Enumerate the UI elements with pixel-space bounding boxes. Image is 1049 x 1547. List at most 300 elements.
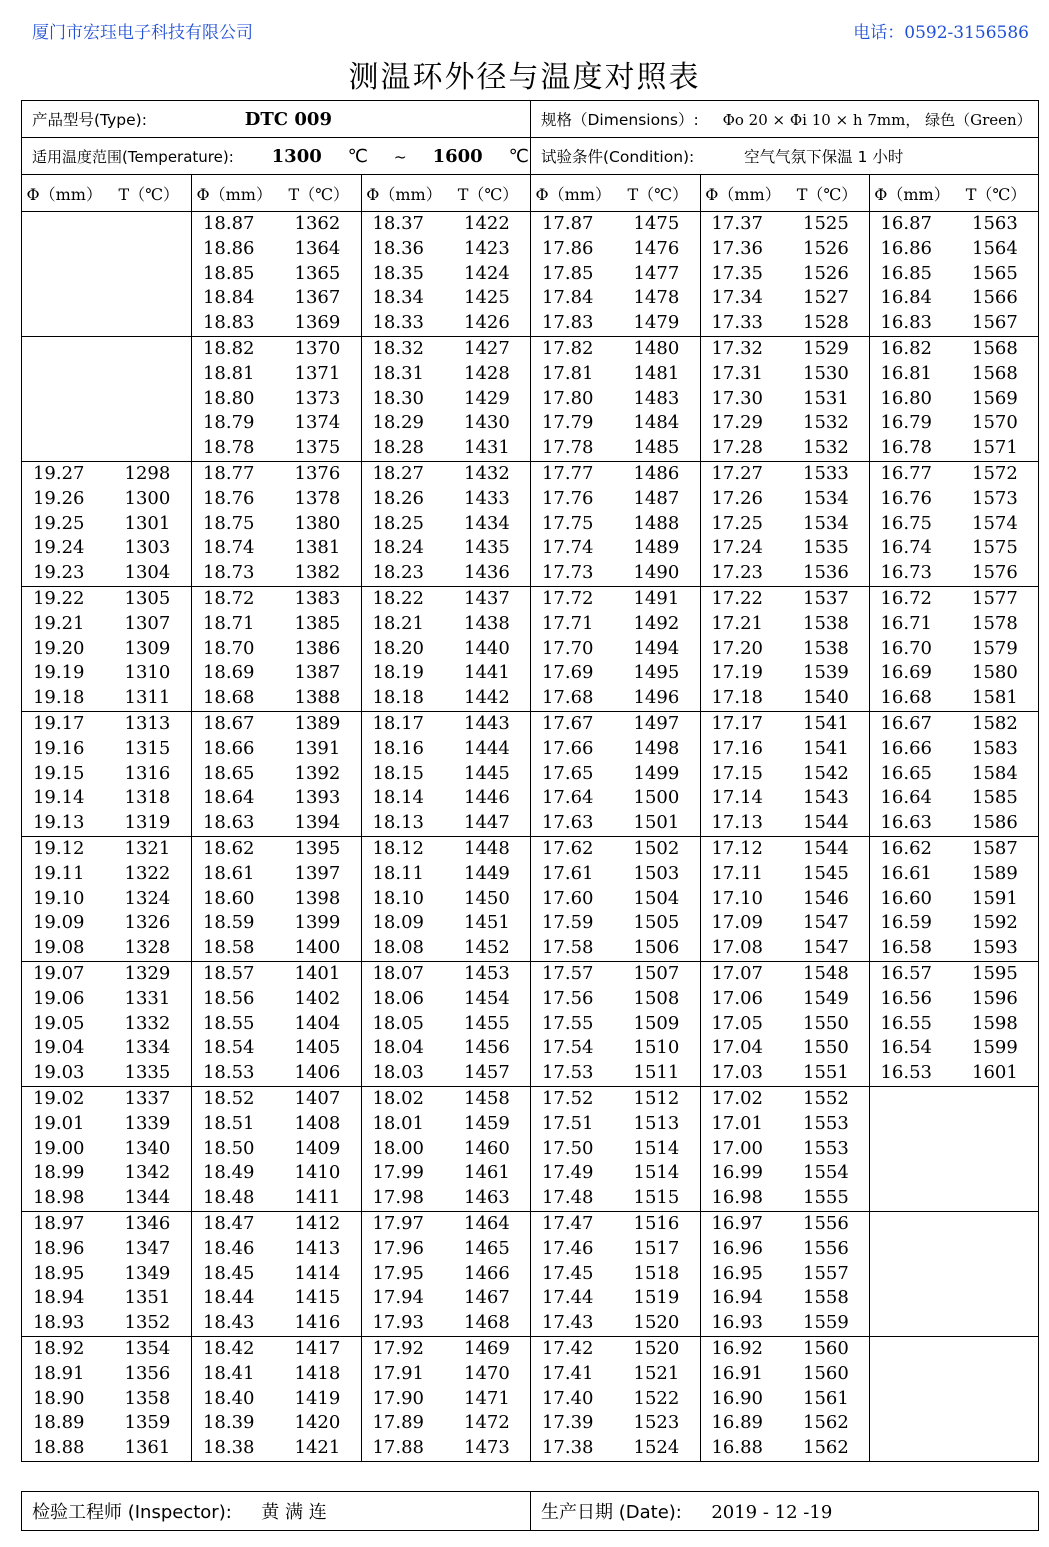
table-row <box>192 686 361 711</box>
diameter-value: 17.71 <box>541 612 594 634</box>
diameter-value: 16.93 <box>711 1312 763 1334</box>
table-row <box>531 311 700 336</box>
diameter-header: Φ（mm） <box>874 184 950 204</box>
diameter-value: 16.76 <box>880 487 932 509</box>
table-row <box>870 1036 1038 1061</box>
table-row <box>362 811 530 836</box>
diameter-value: 17.11 <box>711 862 763 884</box>
temperature-value: 1444 <box>464 737 510 759</box>
table-row <box>531 1262 700 1287</box>
temperature-value: 1423 <box>464 237 510 259</box>
table-row <box>531 1212 700 1237</box>
temperature-value: 1553 <box>803 1112 849 1134</box>
diameter-value: 19.15 <box>32 762 85 784</box>
diameter-value: 18.16 <box>372 737 424 759</box>
temperature-value: 1310 <box>124 662 171 684</box>
table-row <box>362 212 530 237</box>
diameter-value: 16.68 <box>880 687 932 709</box>
temperature-value: 1538 <box>803 637 849 659</box>
temperature-value: 1504 <box>633 887 680 909</box>
diameter-value: 17.84 <box>541 287 594 309</box>
temperature-header: T（℃） <box>288 184 350 204</box>
temperature-value: 1365 <box>294 262 341 284</box>
table-row <box>531 1036 700 1061</box>
temperature-value: 1506 <box>633 937 680 959</box>
table-row <box>701 911 869 936</box>
diameter-value: 18.45 <box>202 1262 255 1284</box>
temperature-value: 1358 <box>124 1387 171 1409</box>
temperature-value: 1298 <box>124 463 171 484</box>
diameter-value: 18.22 <box>372 588 424 609</box>
table-cell <box>22 837 192 962</box>
table-row <box>192 436 361 461</box>
diameter-value: 17.15 <box>711 762 763 784</box>
table-row <box>22 1237 191 1262</box>
table-row <box>192 712 361 737</box>
table-row <box>362 936 530 961</box>
table-row <box>22 686 191 711</box>
temperature-value: 1520 <box>633 1312 680 1334</box>
temperature-value: 1411 <box>294 1187 341 1209</box>
temperature-value: 1326 <box>124 912 171 934</box>
diameter-value: 17.13 <box>711 812 763 834</box>
temperature-value: 1436 <box>464 562 510 584</box>
table-row <box>362 1262 530 1287</box>
table-cell <box>192 1337 362 1462</box>
table-row <box>531 1137 700 1162</box>
column-header <box>362 175 531 212</box>
table-row <box>362 337 530 362</box>
diameter-value: 18.05 <box>372 1012 424 1034</box>
diameter-value: 18.80 <box>202 387 255 409</box>
table-row <box>870 237 1038 262</box>
diameter-value: 16.83 <box>880 312 932 334</box>
diameter-value: 17.64 <box>541 787 594 809</box>
temperature-value: 1415 <box>294 1287 341 1309</box>
table-row <box>22 487 191 512</box>
diameter-value: 17.57 <box>541 963 594 984</box>
temperature-value: 1346 <box>124 1213 171 1234</box>
diameter-value: 17.50 <box>541 1137 594 1159</box>
diameter-value: 18.42 <box>202 1338 255 1359</box>
diameter-value: 18.48 <box>202 1187 255 1209</box>
table-cell <box>870 212 1039 337</box>
table-row <box>870 1012 1038 1037</box>
table-cell <box>22 587 192 712</box>
table-row <box>192 1212 361 1237</box>
table-cell <box>531 1087 701 1212</box>
temperature-value: 1516 <box>633 1213 680 1234</box>
diameter-header: Φ（mm） <box>366 184 442 204</box>
table-cell <box>362 1337 531 1462</box>
temperature-value: 1480 <box>633 338 680 359</box>
table-row <box>531 1237 700 1262</box>
diameter-value: 18.14 <box>372 787 424 809</box>
table-cell <box>701 1087 870 1212</box>
table-row <box>870 311 1038 336</box>
diameter-value: 16.78 <box>880 437 932 459</box>
table-row <box>362 487 530 512</box>
diameter-value: 18.50 <box>202 1137 255 1159</box>
table-row <box>870 911 1038 936</box>
table-row <box>701 762 869 787</box>
temperature-value: 1408 <box>294 1112 341 1134</box>
table-row <box>192 286 361 311</box>
table-row <box>531 1061 700 1086</box>
table-row <box>192 737 361 762</box>
table-row <box>192 1286 361 1311</box>
diameter-value: 18.75 <box>202 512 255 534</box>
diameter-value: 16.62 <box>880 838 932 859</box>
diameter-value: 17.43 <box>541 1312 594 1334</box>
diameter-value: 19.23 <box>32 562 85 584</box>
temperature-tilde: ~ <box>393 147 407 166</box>
table-row <box>701 1087 869 1112</box>
condition-cell <box>531 138 1039 175</box>
table-row <box>362 762 530 787</box>
diameter-value: 18.83 <box>202 312 255 334</box>
table-row <box>22 536 191 561</box>
temperature-value: 1431 <box>464 437 510 459</box>
table-row <box>701 337 869 362</box>
diameter-value: 17.72 <box>541 588 594 609</box>
temperature-value: 1520 <box>633 1338 680 1359</box>
temperature-value: 1311 <box>124 687 171 709</box>
diameter-value: 17.00 <box>711 1137 763 1159</box>
temperature-value: 1527 <box>803 287 849 309</box>
table-row <box>870 512 1038 537</box>
table-row <box>701 612 869 637</box>
diameter-value: 17.42 <box>541 1338 594 1359</box>
temperature-value: 1394 <box>294 812 341 834</box>
table-row <box>701 1237 869 1262</box>
table-cell <box>362 837 531 962</box>
diameter-value: 17.85 <box>541 262 594 284</box>
phone-number: 电话：0592-3156586 <box>853 23 1029 43</box>
temperature-value: 1434 <box>464 512 510 534</box>
table-row <box>362 786 530 811</box>
table-row <box>531 362 700 387</box>
temperature-value: 1562 <box>803 1412 849 1434</box>
temperature-value: 1544 <box>803 812 849 834</box>
temperature-value: 1321 <box>124 838 171 859</box>
table-row <box>362 587 530 612</box>
temperature-value: 1347 <box>124 1237 171 1259</box>
temperature-value: 1485 <box>633 437 680 459</box>
diameter-value: 18.47 <box>202 1213 255 1234</box>
table-row <box>192 811 361 836</box>
temperature-value: 1421 <box>294 1437 341 1459</box>
diameter-value: 18.29 <box>372 412 424 434</box>
diameter-value: 18.35 <box>372 262 424 284</box>
table-row <box>531 1436 700 1461</box>
temperature-value: 1582 <box>972 713 1018 734</box>
diameter-value: 16.89 <box>711 1412 763 1434</box>
temperature-value: 1382 <box>294 562 341 584</box>
temperature-header: T（℃） <box>965 184 1027 204</box>
table-row <box>192 587 361 612</box>
temperature-value: 1555 <box>803 1187 849 1209</box>
table-row <box>362 311 530 336</box>
diameter-value: 17.16 <box>711 737 763 759</box>
diameter-value: 17.60 <box>541 887 594 909</box>
table-row <box>192 337 361 362</box>
temperature-value: 1351 <box>124 1287 171 1309</box>
temperature-value: 1591 <box>972 887 1018 909</box>
signature-table <box>21 1491 1039 1531</box>
diameter-value: 18.64 <box>202 787 255 809</box>
diameter-value: 19.03 <box>32 1062 85 1084</box>
temperature-value: 1354 <box>124 1338 171 1359</box>
diameter-value: 17.46 <box>541 1237 594 1259</box>
diameter-value: 18.95 <box>32 1262 85 1284</box>
table-row <box>701 1161 869 1186</box>
diameter-value: 16.65 <box>880 762 932 784</box>
diameter-value: 16.66 <box>880 737 932 759</box>
table-row <box>531 237 700 262</box>
temperature-value: 1373 <box>294 387 341 409</box>
temperature-value: 1551 <box>803 1062 849 1084</box>
table-cell <box>531 1337 701 1462</box>
temperature-value: 1548 <box>803 963 849 984</box>
temperature-from: 1300 <box>271 145 322 167</box>
diameter-value: 16.70 <box>880 637 932 659</box>
temperature-value: 1553 <box>803 1137 849 1159</box>
table-row <box>362 1337 530 1362</box>
temperature-value: 1391 <box>294 737 341 759</box>
temperature-value: 1378 <box>294 487 341 509</box>
table-row <box>362 837 530 862</box>
temperature-value: 1579 <box>972 637 1018 659</box>
diameter-value: 17.08 <box>711 937 763 959</box>
temperature-value: 1385 <box>294 612 341 634</box>
temperature-value: 1523 <box>633 1412 680 1434</box>
diameter-value: 18.73 <box>202 562 255 584</box>
temperature-value: 1530 <box>803 362 849 384</box>
table-cell <box>362 587 531 712</box>
diameter-value: 17.80 <box>541 387 594 409</box>
table-cell <box>362 1212 531 1337</box>
table-cell <box>701 212 870 337</box>
table-cell <box>701 837 870 962</box>
diameter-value: 16.56 <box>880 987 932 1009</box>
diameter-value: 18.82 <box>202 338 255 359</box>
table-row <box>531 637 700 662</box>
table-row <box>531 212 700 237</box>
temperature-value: 1546 <box>803 887 849 909</box>
diameter-value: 16.85 <box>880 262 932 284</box>
diameter-value: 19.06 <box>32 987 85 1009</box>
diameter-value: 18.68 <box>202 687 255 709</box>
diameter-value: 18.13 <box>372 812 424 834</box>
temperature-value: 1318 <box>124 787 171 809</box>
diameter-value: 18.00 <box>372 1137 424 1159</box>
temperature-value: 1388 <box>294 687 341 709</box>
table-row <box>531 286 700 311</box>
table-row <box>531 837 700 862</box>
diameter-value: 18.93 <box>32 1312 85 1334</box>
table-cell <box>870 1212 1039 1337</box>
table-cell <box>531 212 701 337</box>
temperature-value: 1453 <box>464 963 510 984</box>
temperature-value: 1313 <box>124 713 171 734</box>
temperature-value: 1339 <box>124 1112 171 1134</box>
table-row <box>701 1061 869 1086</box>
diameter-value: 17.20 <box>711 637 763 659</box>
table-row <box>870 612 1038 637</box>
temperature-value: 1464 <box>464 1213 510 1234</box>
diameter-value: 18.06 <box>372 987 424 1009</box>
table-row <box>192 311 361 336</box>
table-cell <box>192 587 362 712</box>
temperature-value: 1586 <box>972 812 1018 834</box>
table-row <box>362 1137 530 1162</box>
temperature-value: 1575 <box>972 537 1018 559</box>
table-row <box>192 1362 361 1387</box>
temperature-value: 1472 <box>464 1412 510 1434</box>
table-cell <box>192 337 362 462</box>
table-row <box>701 837 869 862</box>
table-row <box>192 637 361 662</box>
table-row <box>22 1286 191 1311</box>
table-row <box>870 587 1038 612</box>
diameter-value: 18.51 <box>202 1112 255 1134</box>
temperature-value: 1429 <box>464 387 510 409</box>
temperature-value: 1558 <box>803 1287 849 1309</box>
temperature-value: 1409 <box>294 1137 341 1159</box>
diameter-value: 18.55 <box>202 1012 255 1034</box>
temperature-value: 1478 <box>633 287 680 309</box>
diameter-value: 17.25 <box>711 512 763 534</box>
diameter-value: 16.87 <box>880 213 932 234</box>
diameter-value: 17.41 <box>541 1362 594 1384</box>
diameter-value: 17.79 <box>541 412 594 434</box>
table-block <box>22 1087 1039 1212</box>
diameter-value: 18.04 <box>372 1037 424 1059</box>
table-row <box>701 1036 869 1061</box>
diameter-value: 17.35 <box>711 262 763 284</box>
temperature-value: 1570 <box>972 412 1018 434</box>
table-row <box>870 837 1038 862</box>
table-row <box>701 712 869 737</box>
table-row <box>362 436 530 461</box>
diameter-value: 19.22 <box>32 588 85 609</box>
table-row <box>531 612 700 637</box>
temperature-value: 1537 <box>803 588 849 609</box>
temperature-value: 1412 <box>294 1213 341 1234</box>
temperature-value: 1342 <box>124 1162 171 1184</box>
table-cell <box>701 1337 870 1462</box>
temperature-value: 1486 <box>633 463 680 484</box>
diameter-value: 17.23 <box>711 562 763 584</box>
table-block <box>22 337 1039 462</box>
table-row <box>22 911 191 936</box>
diameter-value: 18.85 <box>202 262 255 284</box>
diameter-value: 18.79 <box>202 412 255 434</box>
table-row <box>531 862 700 887</box>
temperature-value: 1547 <box>803 937 849 959</box>
temperature-value: 1425 <box>464 287 510 309</box>
table-block <box>22 462 1039 587</box>
diameter-value: 18.24 <box>372 537 424 559</box>
table-row <box>531 786 700 811</box>
diameter-value: 18.88 <box>32 1437 85 1459</box>
temperature-value: 1446 <box>464 787 510 809</box>
column-header <box>22 175 192 212</box>
temperature-value: 1587 <box>972 838 1018 859</box>
temperature-value: 1596 <box>972 987 1018 1009</box>
temperature-value: 1361 <box>124 1437 171 1459</box>
diameter-value: 17.37 <box>711 213 763 234</box>
table-cell <box>192 837 362 962</box>
table-cell <box>22 1212 192 1337</box>
temperature-value: 1496 <box>633 687 680 709</box>
table-row <box>701 362 869 387</box>
table-row <box>192 1012 361 1037</box>
table-row <box>870 661 1038 686</box>
diameter-value: 18.70 <box>202 637 255 659</box>
diameter-value: 17.90 <box>372 1387 424 1409</box>
diameter-value: 17.18 <box>711 687 763 709</box>
temperature-value: 1534 <box>803 512 849 534</box>
temperature-value: 1560 <box>803 1362 849 1384</box>
table-row <box>870 962 1038 987</box>
table-row <box>531 1337 700 1362</box>
table-row <box>701 1186 869 1211</box>
table-row <box>192 1436 361 1461</box>
table-row <box>362 1362 530 1387</box>
table-row <box>870 987 1038 1012</box>
table-row <box>870 286 1038 311</box>
table-row <box>362 1186 530 1211</box>
diameter-value: 16.86 <box>880 237 932 259</box>
table-cell <box>22 462 192 587</box>
table-row <box>362 536 530 561</box>
table-cell <box>192 1212 362 1337</box>
table-row <box>701 936 869 961</box>
diameter-value: 17.52 <box>541 1088 594 1109</box>
diameter-value: 17.95 <box>372 1262 424 1284</box>
inspector-cell <box>22 1492 531 1531</box>
diameter-value: 18.97 <box>32 1213 85 1234</box>
diameter-value: 18.37 <box>372 213 424 234</box>
table-row <box>531 936 700 961</box>
diameter-value: 16.77 <box>880 463 932 484</box>
diameter-value: 18.54 <box>202 1037 255 1059</box>
temperature-value: 1392 <box>294 762 341 784</box>
diameter-value: 16.59 <box>880 912 932 934</box>
temperature-value: 1518 <box>633 1262 680 1284</box>
table-row <box>870 737 1038 762</box>
table-row <box>701 436 869 461</box>
table-row <box>192 1337 361 1362</box>
diameter-value: 18.34 <box>372 287 424 309</box>
temperature-value: 1467 <box>464 1287 510 1309</box>
diameter-value: 18.01 <box>372 1112 424 1134</box>
table-row <box>22 786 191 811</box>
temperature-value: 1305 <box>124 588 171 609</box>
diameter-value: 18.03 <box>372 1062 424 1084</box>
temperature-value: 1488 <box>633 512 680 534</box>
temperature-value: 1450 <box>464 887 510 909</box>
table-row <box>531 462 700 487</box>
diameter-value: 16.63 <box>880 812 932 834</box>
table-row <box>701 237 869 262</box>
table-row <box>22 1061 191 1086</box>
temperature-value: 1507 <box>633 963 680 984</box>
table-row <box>870 362 1038 387</box>
diameter-value: 18.12 <box>372 838 424 859</box>
